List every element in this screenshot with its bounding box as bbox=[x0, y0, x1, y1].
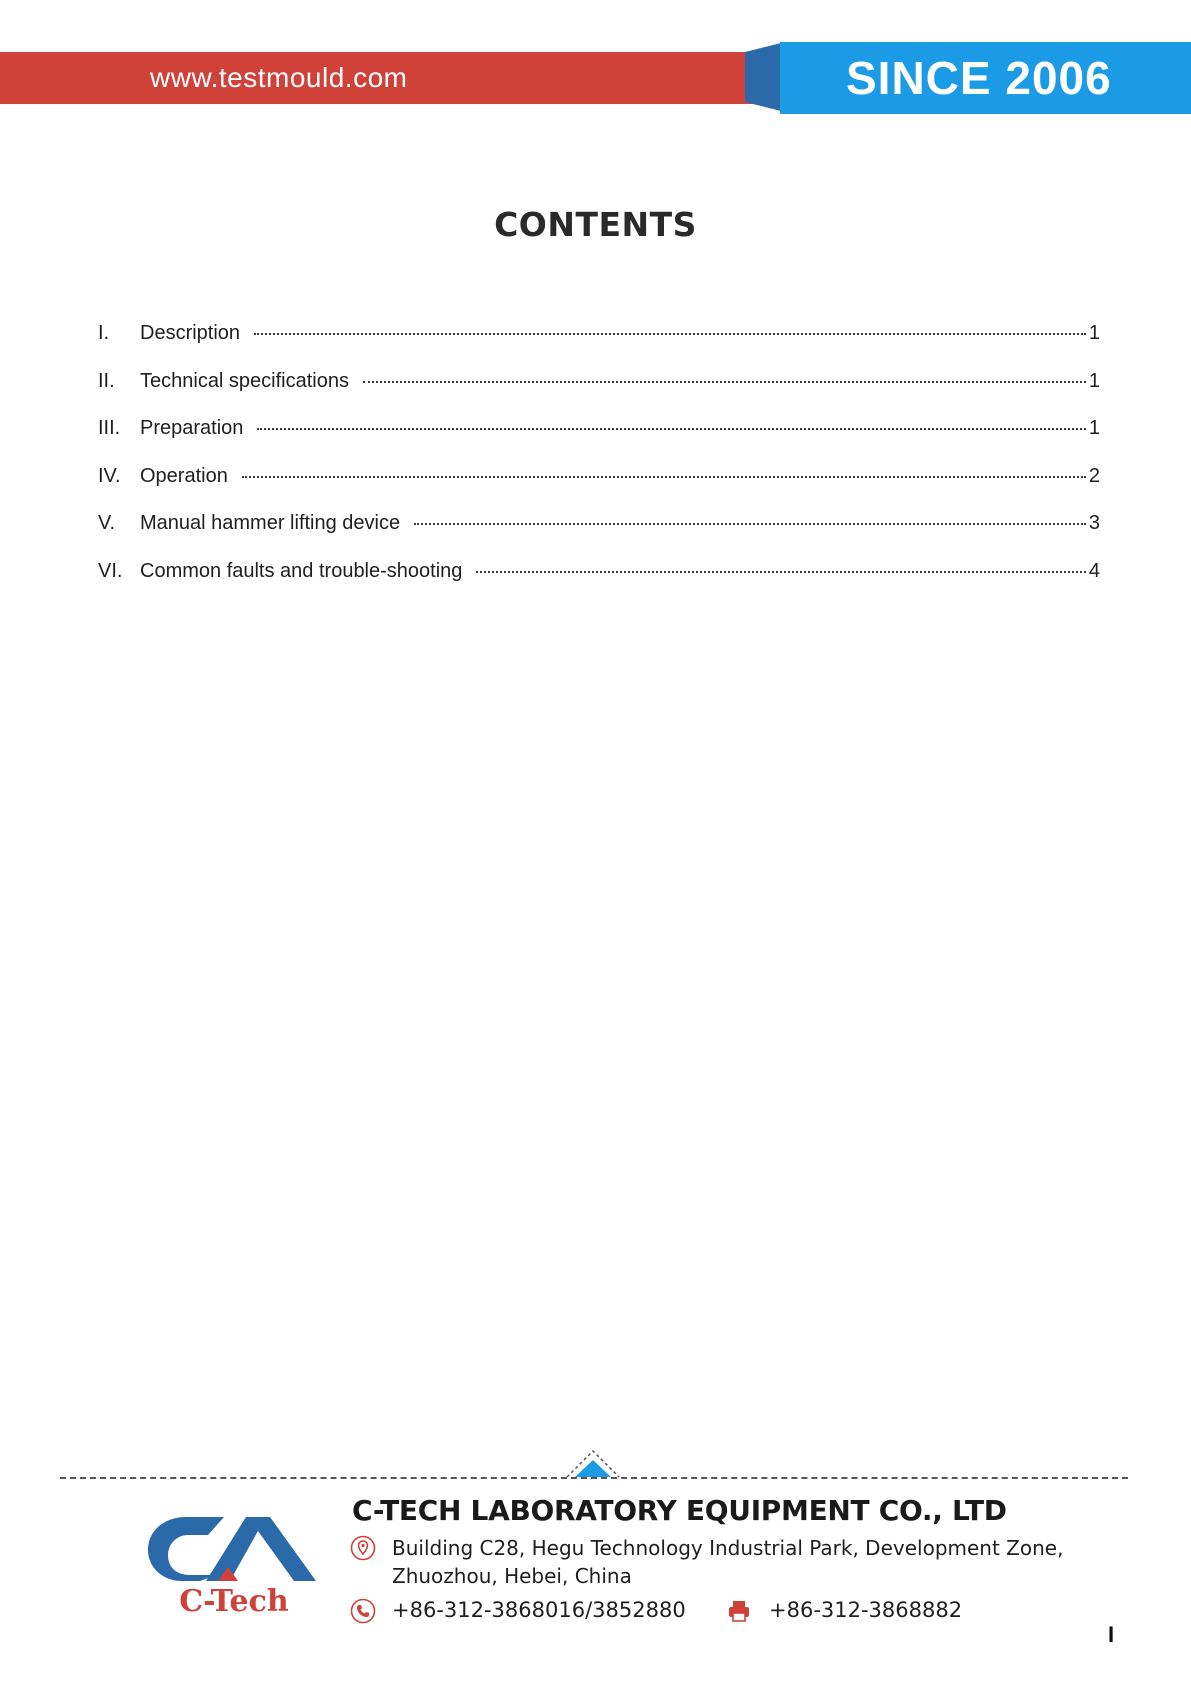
phone-icon bbox=[350, 1598, 376, 1624]
toc-page: 3 bbox=[1088, 512, 1100, 534]
toc-leader-dots bbox=[257, 428, 1086, 430]
address-line-1: Building C28, Hegu Technology Industrial Park, Development Zone, bbox=[392, 1536, 1064, 1560]
c-tech-logo bbox=[146, 1505, 321, 1615]
toc-page: 1 bbox=[1088, 417, 1100, 439]
company-name: C-TECH LABORATORY EQUIPMENT CO., LTD bbox=[352, 1494, 1007, 1527]
toc-label: Description bbox=[140, 322, 241, 344]
header-website[interactable]: www.testmould.com bbox=[150, 62, 408, 93]
toc-leader-dots bbox=[363, 381, 1086, 383]
toc-entry[interactable] bbox=[98, 560, 1100, 608]
toc-number: VI. bbox=[98, 559, 123, 582]
page-number: I bbox=[1108, 1622, 1115, 1647]
toc-leader-dots bbox=[414, 523, 1086, 525]
toc-page: 2 bbox=[1088, 464, 1100, 487]
toc-label: Manual hammer lifting device bbox=[140, 512, 401, 534]
toc-entry[interactable] bbox=[98, 512, 1100, 560]
toc-number: V. bbox=[98, 512, 116, 534]
toc-page: 1 bbox=[1088, 322, 1100, 344]
toc-label: Preparation bbox=[140, 417, 244, 439]
header-since: SINCE 2006 bbox=[846, 52, 1112, 104]
toc-entry[interactable] bbox=[98, 465, 1100, 513]
logo-text: C-Tech bbox=[179, 1584, 289, 1615]
toc-number: III. bbox=[98, 417, 121, 439]
toc-number: I. bbox=[98, 322, 110, 344]
toc-entry[interactable] bbox=[98, 417, 1100, 465]
toc-number: IV. bbox=[98, 464, 121, 487]
toc-leader-dots bbox=[476, 571, 1086, 573]
fax-icon bbox=[726, 1598, 752, 1624]
toc-entry[interactable] bbox=[98, 370, 1100, 418]
fax-number[interactable]: +86-312-3868882 bbox=[769, 1598, 963, 1622]
toc-number: II. bbox=[98, 369, 115, 392]
footer-triangle-icon bbox=[565, 1447, 621, 1479]
toc-page: 4 bbox=[1088, 559, 1100, 582]
toc-label: Common faults and trouble-shooting bbox=[140, 559, 463, 582]
table-of-contents bbox=[98, 322, 1100, 607]
phone-number[interactable]: +86-312-3868016/3852880 bbox=[392, 1598, 686, 1622]
header-fold-shape bbox=[745, 42, 785, 112]
address-line-2: Zhuozhou, Hebei, China bbox=[392, 1564, 632, 1588]
toc-entry[interactable] bbox=[98, 322, 1100, 370]
toc-leader-dots bbox=[242, 476, 1086, 478]
toc-leader-dots bbox=[254, 333, 1086, 335]
toc-page: 1 bbox=[1088, 369, 1100, 392]
toc-label: Technical specifications bbox=[140, 369, 349, 392]
location-pin-icon bbox=[350, 1535, 376, 1561]
page-title: CONTENTS bbox=[494, 205, 697, 244]
toc-label: Operation bbox=[140, 464, 228, 487]
